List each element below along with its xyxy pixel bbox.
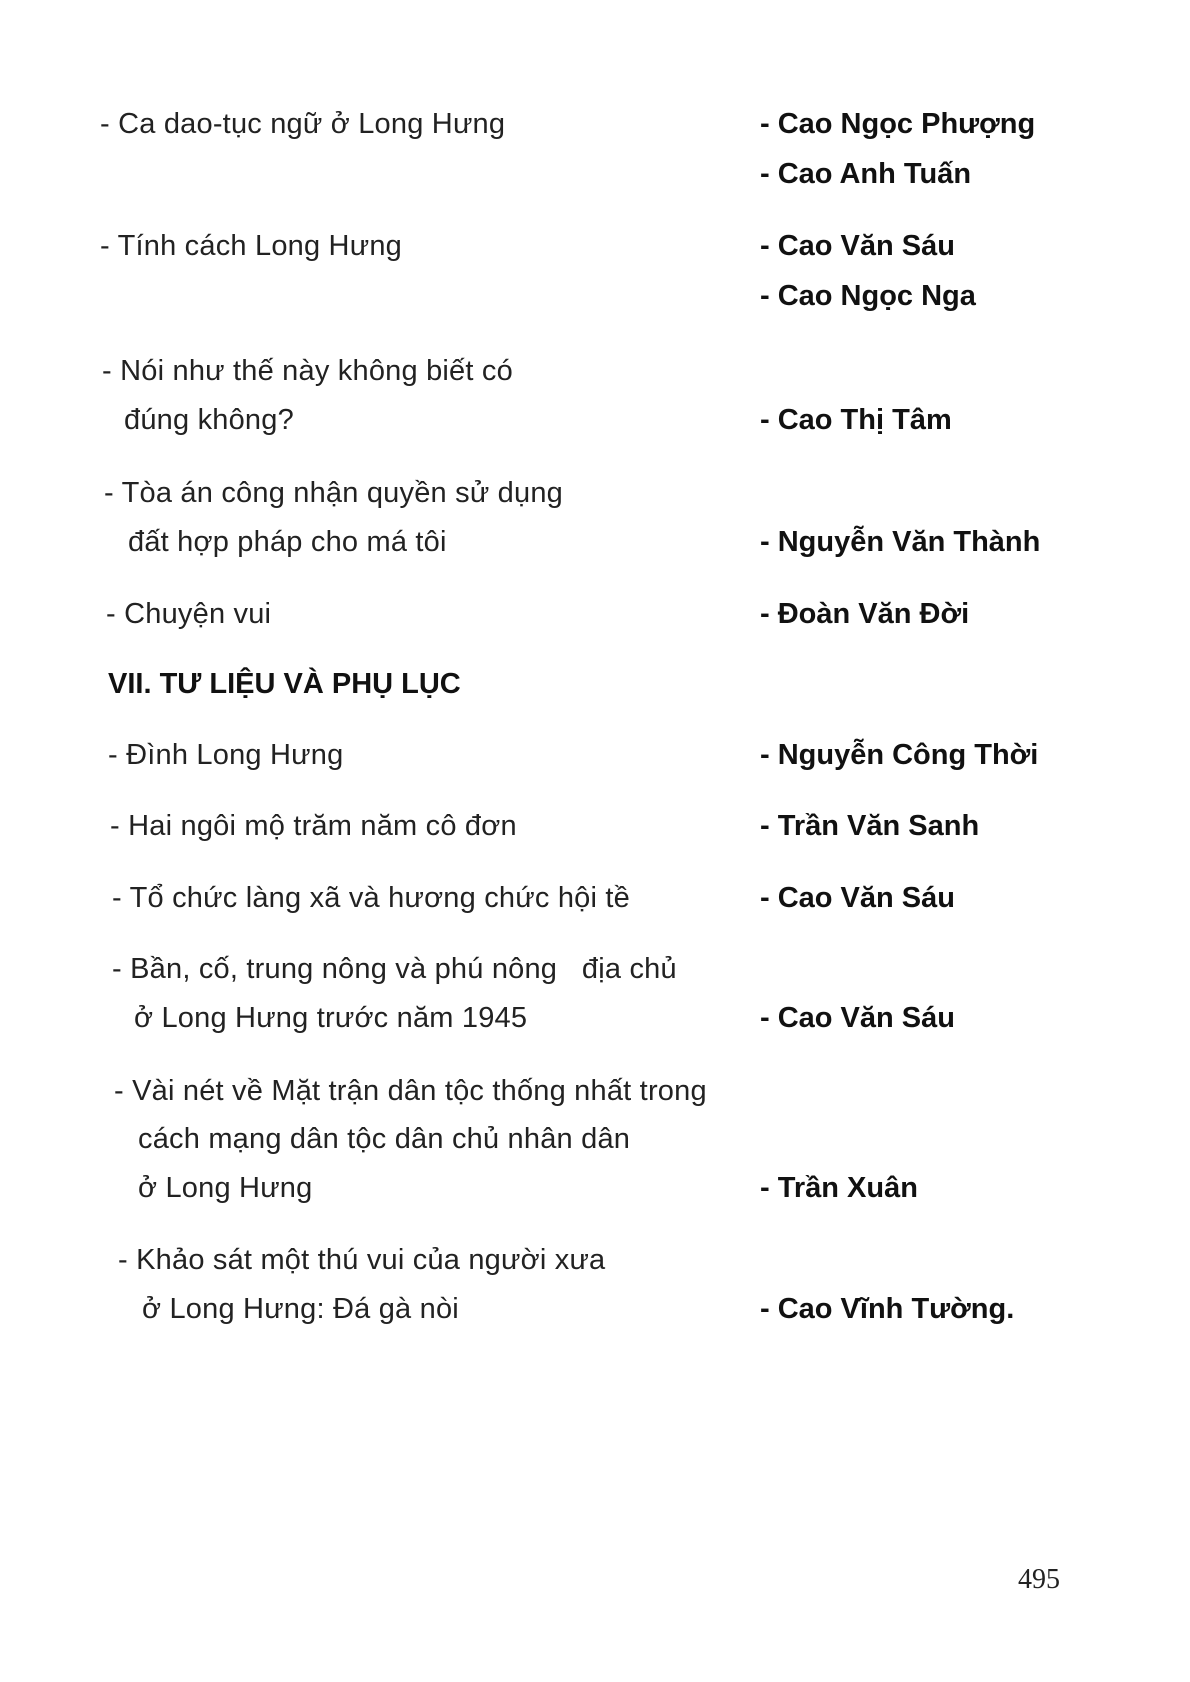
entry-author: - Cao Ngọc Nga <box>760 280 976 312</box>
entry-author: - Cao Ngọc Phượng <box>760 108 1036 140</box>
entry-title-line: - Hai ngôi mộ trăm năm cô đơn <box>110 810 517 842</box>
entry-title-line: ở Long Hưng: Đá gà nòi <box>142 1293 459 1325</box>
entry-title-line: - Bần, cố, trung nông và phú nông địa chủ <box>112 953 677 985</box>
entry-title-line: đúng không? <box>124 404 294 436</box>
entry-title-line: ở Long Hưng <box>138 1172 313 1204</box>
entry-title-line: - Nói như thế này không biết có <box>102 355 513 387</box>
entry-title-line: - Ca dao-tục ngữ ở Long Hưng <box>100 108 506 140</box>
entry-title-line: - Tòa án công nhận quyền sử dụng <box>104 477 564 509</box>
entry-title-line: - Vài nét về Mặt trận dân tộc thống nhất trong <box>114 1075 707 1107</box>
entry-title-line: đất hợp pháp cho má tôi <box>128 526 447 558</box>
entry-title-line: - Đình Long Hưng <box>108 739 344 771</box>
entry-title-line: cách mạng dân tộc dân chủ nhân dân <box>138 1123 631 1155</box>
entry-author: - Nguyễn Công Thời <box>760 739 1039 771</box>
entry-author: - Trần Xuân <box>760 1172 918 1204</box>
section-heading: VII. TƯ LIỆU VÀ PHỤ LỤC <box>108 668 461 700</box>
entry-author: - Cao Văn Sáu <box>760 230 955 262</box>
entry-author: - Cao Anh Tuấn <box>760 158 972 190</box>
entry-title-line: - Tổ chức làng xã và hương chức hội tề <box>112 882 630 914</box>
entry-author: - Cao Thị Tâm <box>760 404 952 436</box>
entry-author: - Nguyễn Văn Thành <box>760 526 1041 558</box>
page-number: 495 <box>1018 1564 1060 1595</box>
entry-title-line: ở Long Hưng trước năm 1945 <box>134 1002 528 1034</box>
entry-title-line: - Khảo sát một thú vui của người xưa <box>118 1244 606 1276</box>
entry-author: - Cao Văn Sáu <box>760 1002 955 1034</box>
entry-title-line: - Chuyện vui <box>106 598 272 630</box>
entry-author: - Trần Văn Sanh <box>760 810 980 842</box>
entry-author: - Cao Văn Sáu <box>760 882 955 914</box>
entry-author: - Đoàn Văn Đời <box>760 598 970 630</box>
entry-author: - Cao Vĩnh Tường. <box>760 1293 1015 1325</box>
entry-title-line: - Tính cách Long Hưng <box>100 230 402 262</box>
